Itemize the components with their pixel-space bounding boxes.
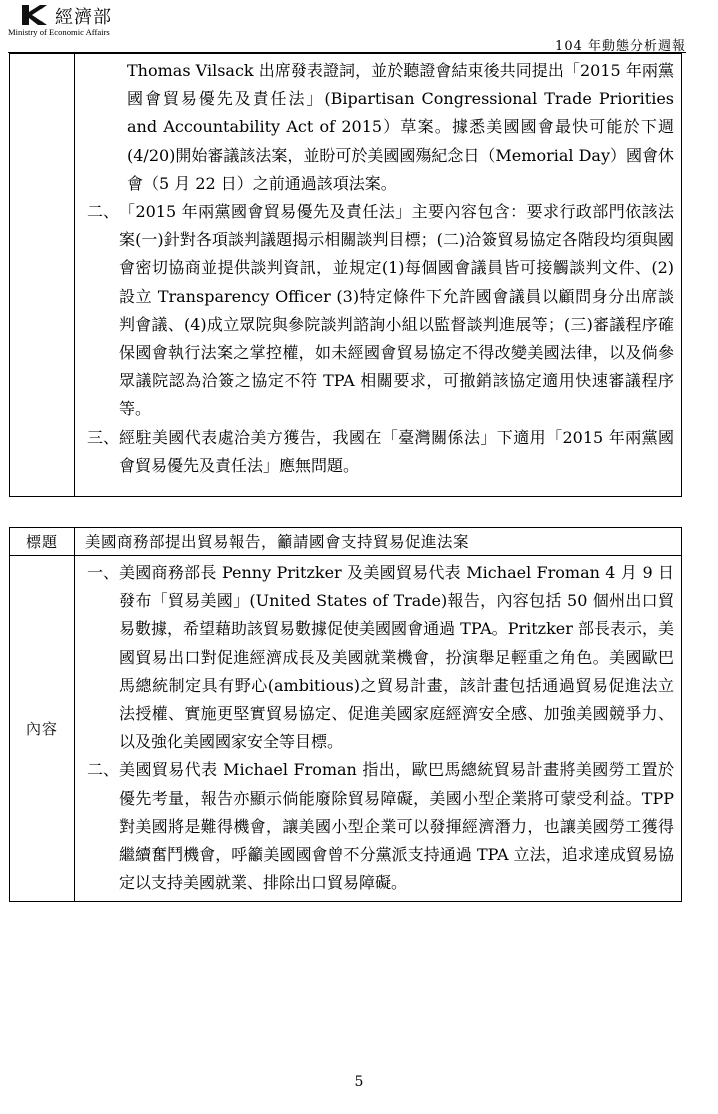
header-logo: [8, 3, 138, 39]
item-number: 二、: [87, 202, 120, 222]
content-cell: [75, 556, 682, 902]
item-number: 三、: [87, 427, 120, 447]
item-text: 經駐美國代表處洽美方獲告，我國在「臺灣關係法」下適用「2015 年兩黨國會貿易優先及責任法」應無問題。: [119, 427, 674, 475]
content-label: 內容: [10, 556, 75, 902]
empty-label-cell: [10, 54, 75, 497]
item-text: 「2015 年兩黨國會貿易優先及責任法」主要內容包含：要求行政部門依該法案(一)針對各項談判議題揭示相關談判目標；(二)洽簽貿易協定各階段均須與國會密切協商並提供談判資訊，並規定(1)每個國會議員皆可接觸談判文件、(2)設立 Transparency Officer (3)特定條件下允許國會議員以顧問身分出席談判會議、(4)成立眾院與參院談判諮詢小組以監督談判進展等；(三)審議程序確保國會執行法案之掌控權，如未經國會貿易協定不得改變美國法律，以及倘參眾議院認為洽簽之協定不符 TPA 相關要求，可撤銷該協定適用快速審議程序等。: [119, 202, 674, 419]
item-number: 一、: [87, 563, 120, 582]
news-table-1: [9, 53, 682, 497]
news-title: 美國商務部提出貿易報告，籲請國會支持貿易促進法案: [75, 528, 682, 556]
org-name-en: Ministry of Economic Affairs: [8, 27, 110, 37]
moea-logo-icon: [20, 5, 48, 25]
org-name: 經濟部: [55, 7, 112, 28]
report-title: 104 年動態分析週報: [555, 39, 686, 54]
list-item: [87, 756, 674, 897]
continuation-paragraph: Thomas Vilsack 出席發表證詞，並於聽證會結束後共同提出「2015 年兩黨國會貿易優先及責任法」(Bipartisan Congressional Trade Priorities and Accountability Act of 2015）草案。據悉美國國會最快可能於下週(4/20)開始審議該法案，並盼可於美國國殤紀念日（Memorial Day）國會休會（5 月 22 日）之前通過該項法案。: [127, 61, 674, 193]
content-cell: [75, 54, 682, 497]
list-item: [87, 424, 674, 480]
list-item: [87, 559, 674, 756]
list-item: [87, 198, 674, 424]
item-number: 二、: [87, 760, 120, 780]
news-table-2: [9, 527, 682, 902]
item-text: 美國貿易代表 Michael Froman 指出，歐巴馬總統貿易計畫將美國勞工置於優先考量，報告亦顯示倘能廢除貿易障礙，美國小型企業將可蒙受利益。TPP 對美國將是難得機會，讓美國小型企業可以發揮經濟潛力，也讓美國勞工獲得繼續奮鬥機會，呼籲美國國會曾不分黨派支持通過 TPA 立法，追求達成貿易協定以支持美國就業、排除出口貿易障礙。: [119, 760, 674, 893]
item-text: 美國商務部長 Penny Pritzker 及美國貿易代表 Michael Froman 4 月 9 日發布「貿易美國」(United States of Trade)報告，內容包括 50 個州出口貿易數據，希望藉助該貿易數據促使美國國會通過 TPA。Pritzker 部長表示，美國貿易出口對促進經濟成長及美國就業機會，扮演舉足輕重之角色。美國歐巴馬總統制定具有野心(ambitious)之貿易計畫，該計畫包括通過貿易促進法立法授權、實施更堅實貿易協定、促進美國家庭經濟安全感、加強美國競爭力、以及強化美國國家安全等目標。: [119, 563, 674, 752]
page-number: 5: [354, 1074, 364, 1090]
title-label: 標題: [10, 528, 75, 556]
